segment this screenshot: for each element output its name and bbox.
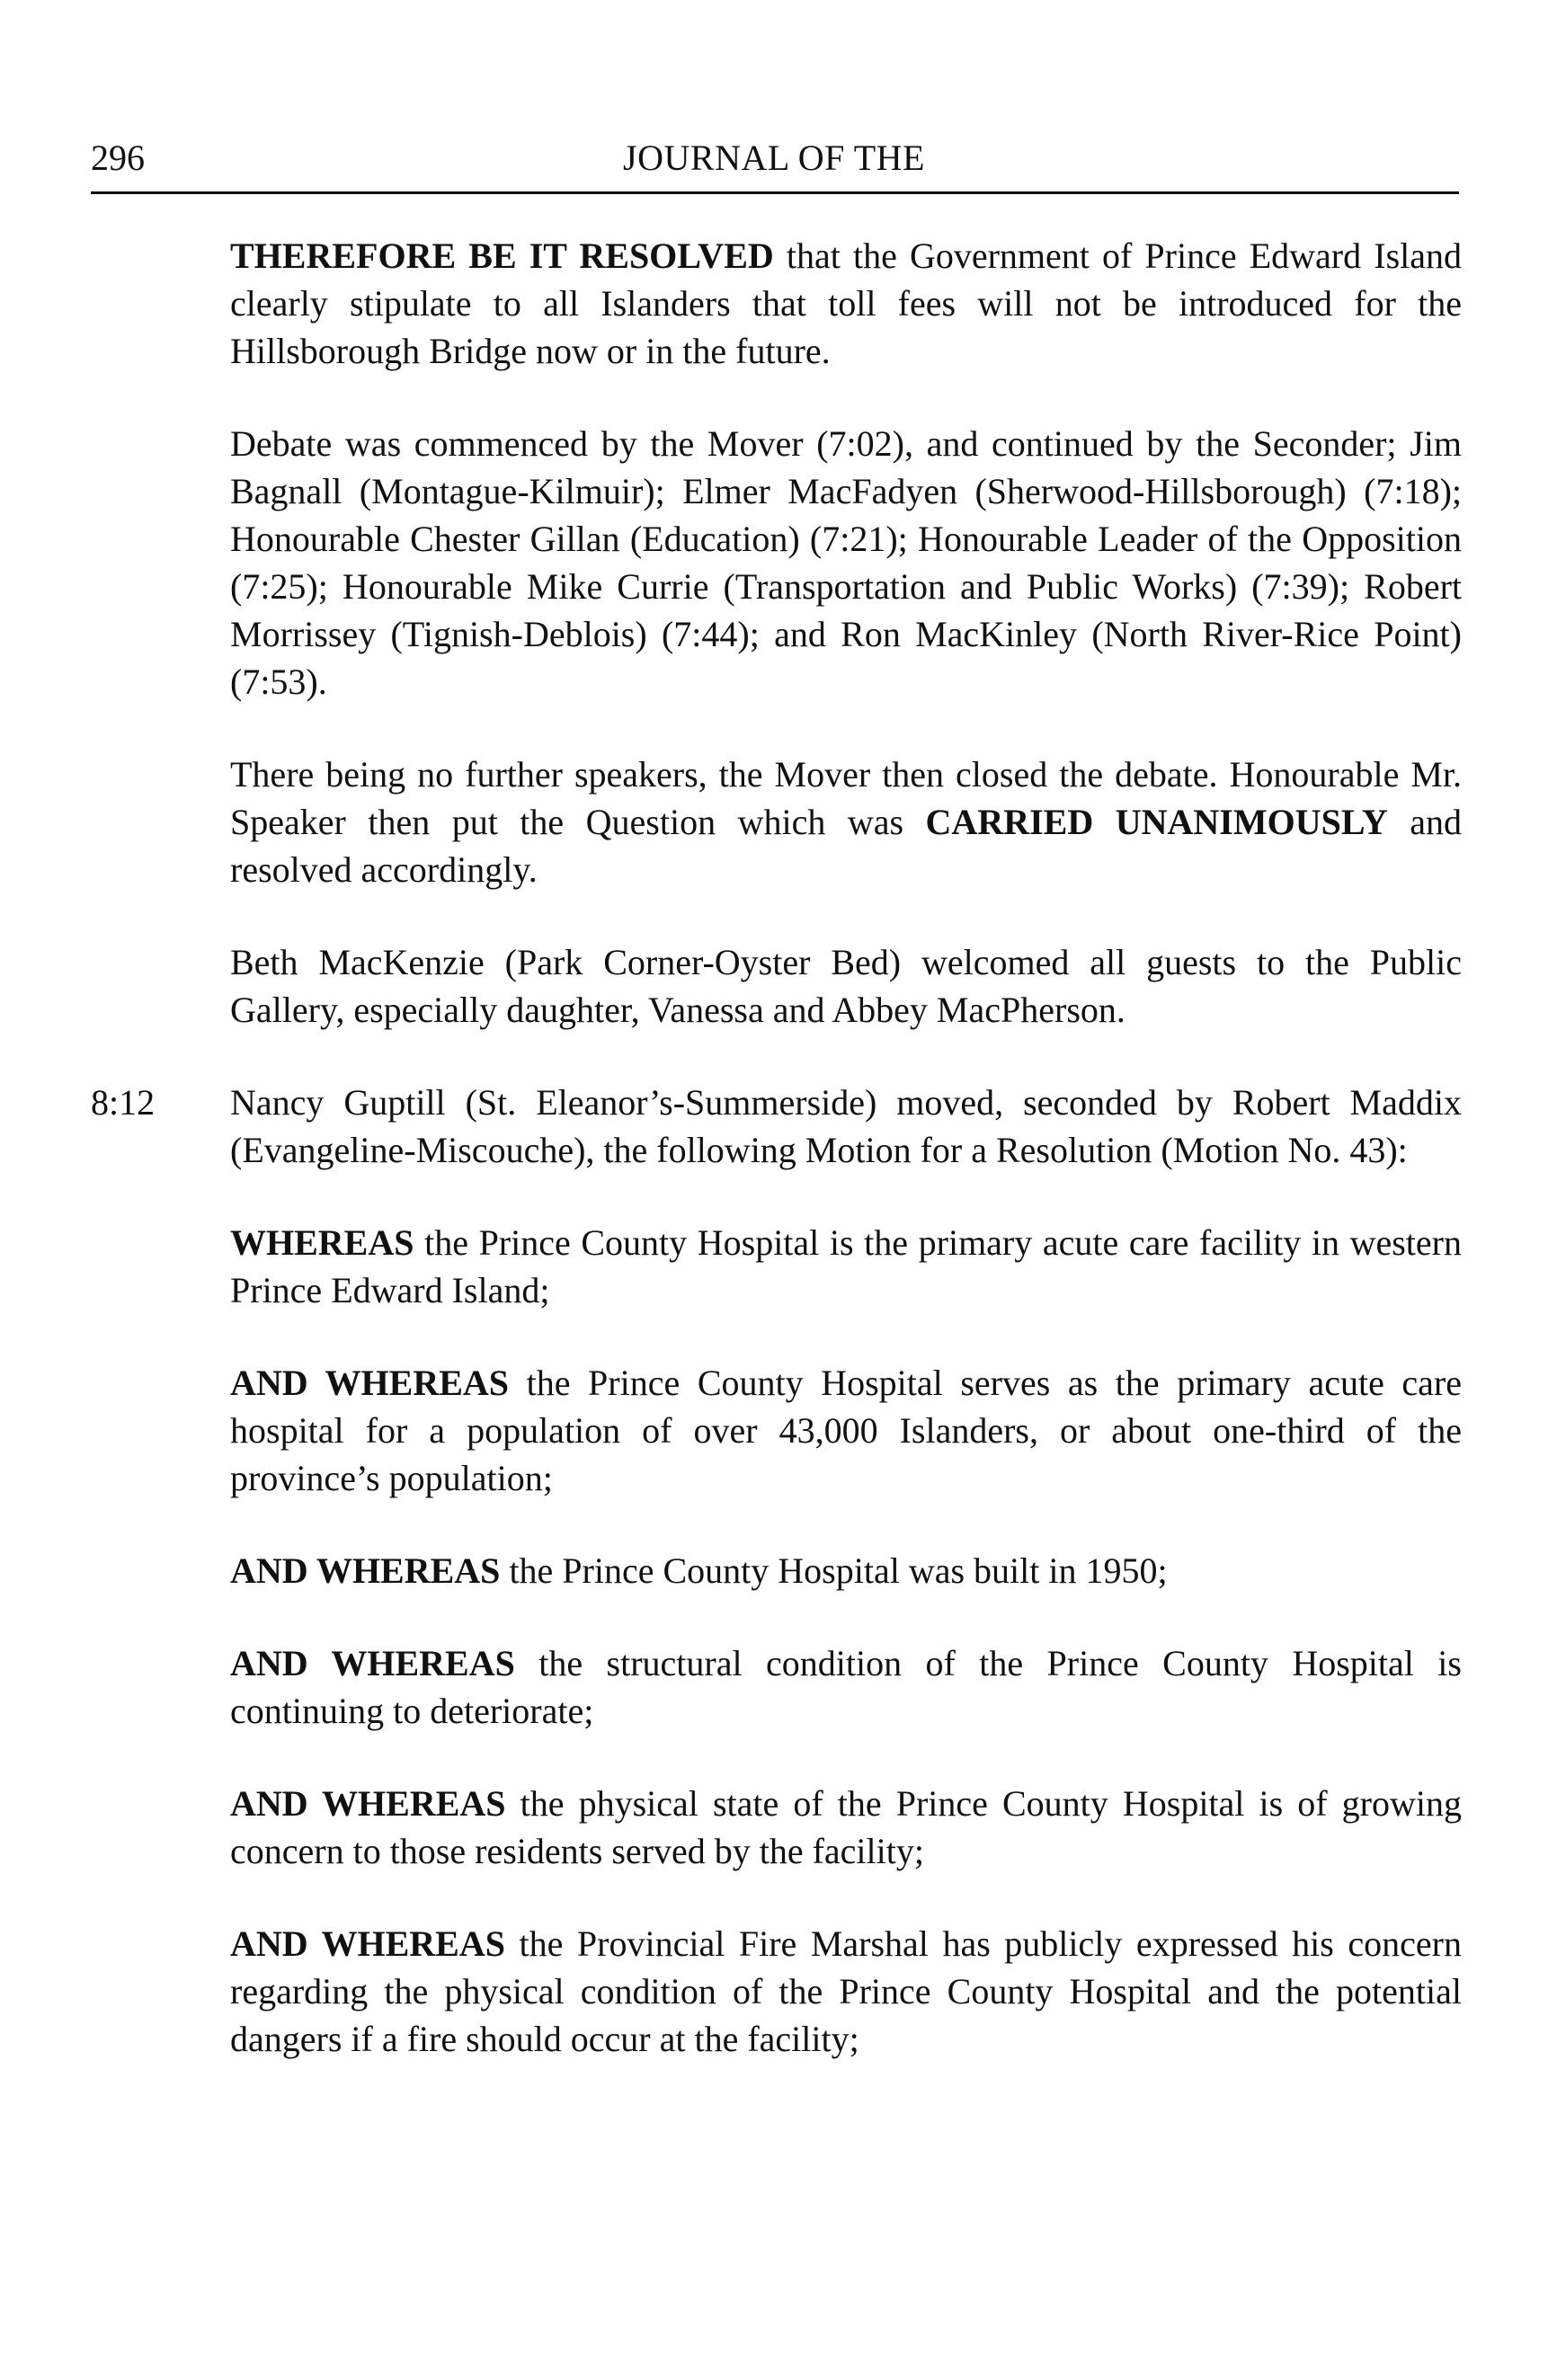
question-text-before: There being no further speakers, the Mover then closed the debate. Honourable Mr. Speaker then put the Question which was (230, 754, 1462, 842)
motion-paragraph (91, 1079, 1462, 1174)
whereas-paragraph (230, 1920, 1462, 2063)
resolution-paragraph (230, 232, 1462, 375)
welcome-paragraph (230, 938, 1462, 1034)
question-text-after: and resolved accordingly. (230, 802, 1462, 890)
question-paragraph (230, 750, 1462, 893)
motion-text: Nancy Guptill (St. Eleanor’s-Summerside) moved, seconded by Robert Maddix (Evangeline-Miscouche), the following Motion for a Resolution (Motion No. 43): (230, 1082, 1462, 1170)
whereas-paragraph (230, 1359, 1462, 1502)
whereas-text: the Provincial Fire Marshal has publicly expressed his concern regarding the physical condition of the Prince County Hospital and the potential dangers if a fire should occur at the facility; (230, 1923, 1462, 2059)
whereas-lead: AND WHEREAS (230, 1550, 501, 1591)
page-number: 296 (91, 138, 145, 178)
whereas-paragraph (230, 1547, 1462, 1594)
header-rule (91, 191, 1459, 194)
whereas-lead: AND WHEREAS (230, 1363, 510, 1403)
welcome-text: Beth MacKenzie (Park Corner-Oyster Bed) welcomed all guests to the Public Gallery, especially daughter, Vanessa and Abbey MacPherson. (230, 942, 1462, 1030)
whereas-lead: AND WHEREAS (230, 1783, 506, 1824)
debate-paragraph (230, 420, 1462, 706)
whereas-text: the Prince County Hospital was built in 1950; (500, 1550, 1168, 1591)
whereas-text: the Prince County Hospital serves as the primary acute care hospital for a population of over 43,000 Islanders, or about one-third of the province’s population; (230, 1363, 1462, 1498)
margin-time-number: 8:12 (91, 1082, 156, 1123)
whereas-paragraph (230, 1639, 1462, 1735)
resolved-text: that the Government of Prince Edward Island clearly stipulate to all Islanders that toll fees will not be introduced for the Hillsborough Bridge now or in the future. (230, 235, 1462, 371)
whereas-paragraph (230, 1780, 1462, 1875)
page-header (91, 137, 1457, 191)
running-head: JOURNAL OF THE (623, 138, 925, 178)
whereas-paragraph (230, 1219, 1462, 1314)
carried-unanimously: CARRIED UNANIMOUSLY (925, 802, 1388, 842)
debate-text: Debate was commenced by the Mover (7:02), and continued by the Seconder; Jim Bagnall (Montague-Kilmuir); Elmer MacFadyen (Sherwood-Hillsborough) (7:18); Honourable Chester Gillan (Education) (7:21); Honourable Leader of the Opposition (7:25); Honourable Mike Currie (Transportation and Public Works) (7:39); Robert Morrissey (Tignish-Deblois) (7:44); and Ron MacKinley (North River-Rice Point) (7:53). (230, 423, 1462, 702)
whereas-text: the structural condition of the Prince County Hospital is continuing to deteriorate; (230, 1643, 1462, 1731)
whereas-lead: AND WHEREAS (230, 1643, 515, 1683)
resolved-lead: THEREFORE BE IT RESOLVED (230, 235, 774, 276)
whereas-text: the Prince County Hospital is the primary acute care facility in western Prince Edward Island; (230, 1222, 1462, 1310)
whereas-lead: WHEREAS (230, 1222, 414, 1263)
whereas-text: the physical state of the Prince County Hospital is of growing concern to those residents served by the facility; (230, 1783, 1462, 1871)
page-body (91, 232, 1462, 2063)
whereas-lead: AND WHEREAS (230, 1923, 505, 1964)
